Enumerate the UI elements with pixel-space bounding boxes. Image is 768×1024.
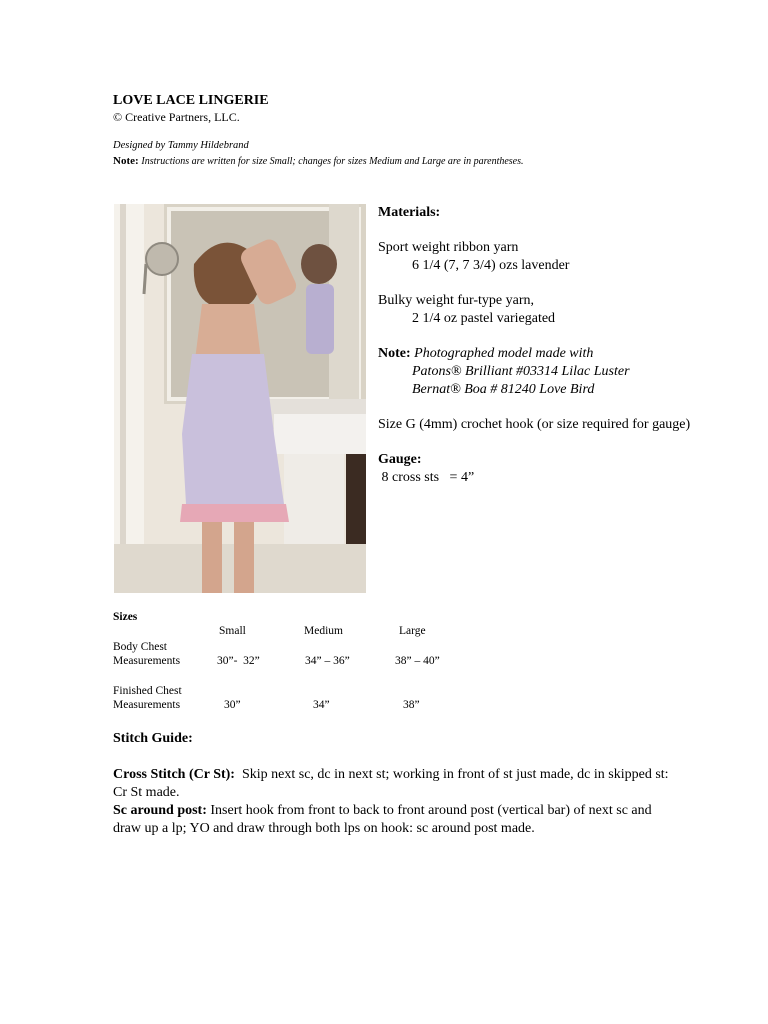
copyright: © Creative Partners, LLC. (113, 110, 240, 124)
hook-size: Size G (4mm) crochet hook (or size required for gauge) (378, 417, 691, 432)
row-label-body-chest: Body Chest (113, 641, 167, 653)
size-note-text: Instructions are written for size Small; changes for sizes Medium and Large are in parentheses. (141, 156, 524, 167)
cross-stitch-label: Cross Stitch (Cr St): (113, 767, 235, 782)
gauge-value: 8 cross sts = 4” (378, 470, 475, 485)
row-label-finished-chest: Finished Chest (113, 685, 182, 697)
sc-around-post-text: Insert hook from front to back to front around post (vertical bar) of next sc and draw up a lp; YO and draw through both lps on hook: sc around post made. (113, 803, 652, 836)
size-note-label: Note: (113, 155, 139, 167)
stitch-guide-heading: Stitch Guide: (113, 731, 193, 746)
materials-section (378, 204, 718, 487)
yarn1-name: Sport weight ribbon yarn (378, 240, 519, 255)
column-header-large: Large (399, 625, 426, 637)
sc-around-post-label: Sc around post: (113, 803, 207, 818)
sc-around-post-definition (113, 802, 673, 838)
finished-chest-large: 38” (403, 699, 420, 711)
designer-credit: Designed by Tammy Hildebrand (113, 140, 249, 151)
yarn-note-label: Note: (378, 346, 411, 361)
body-chest-large: 38” – 40” (395, 655, 440, 667)
yarn-note-line2: Patons® Brilliant #03314 Lilac Luster (412, 364, 630, 379)
column-header-small: Small (219, 625, 246, 637)
row-label-body-measurements: Measurements (113, 655, 181, 667)
cross-stitch-definition (113, 766, 673, 802)
body-chest-medium: 34” – 36” (305, 655, 350, 667)
model-photo (114, 204, 366, 593)
stitch-guide-body (113, 766, 673, 838)
yarn2-name: Bulky weight fur-type yarn, (378, 293, 535, 308)
finished-chest-medium: 34” (313, 699, 330, 711)
row-label-finished-measurements: Measurements (113, 699, 181, 711)
finished-chest-small: 30” (224, 699, 241, 711)
yarn-note (378, 345, 718, 363)
yarn1-amount: 6 1/4 (7, 7 3/4) ozs lavender (412, 258, 570, 273)
body-chest-small: 30”- 32” (217, 655, 260, 667)
size-note (113, 155, 524, 167)
gauge-heading: Gauge: (378, 452, 422, 467)
yarn-note-line3: Bernat® Boa # 81240 Love Bird (412, 382, 595, 397)
yarn-note-line1: Photographed model made with (414, 346, 594, 361)
cross-stitch-text: Skip next sc, dc in next st; working in front of st just made, dc in skipped st: Cr St made. (113, 767, 673, 800)
materials-heading: Materials: (378, 205, 441, 220)
model-photo-illustration (114, 204, 366, 593)
yarn2-amount: 2 1/4 oz pastel variegated (412, 311, 556, 326)
pattern-title: LOVE LACE LINGERIE (113, 93, 269, 108)
sizes-heading: Sizes (113, 611, 138, 623)
sizes-table (113, 611, 137, 623)
column-header-medium: Medium (304, 625, 343, 637)
